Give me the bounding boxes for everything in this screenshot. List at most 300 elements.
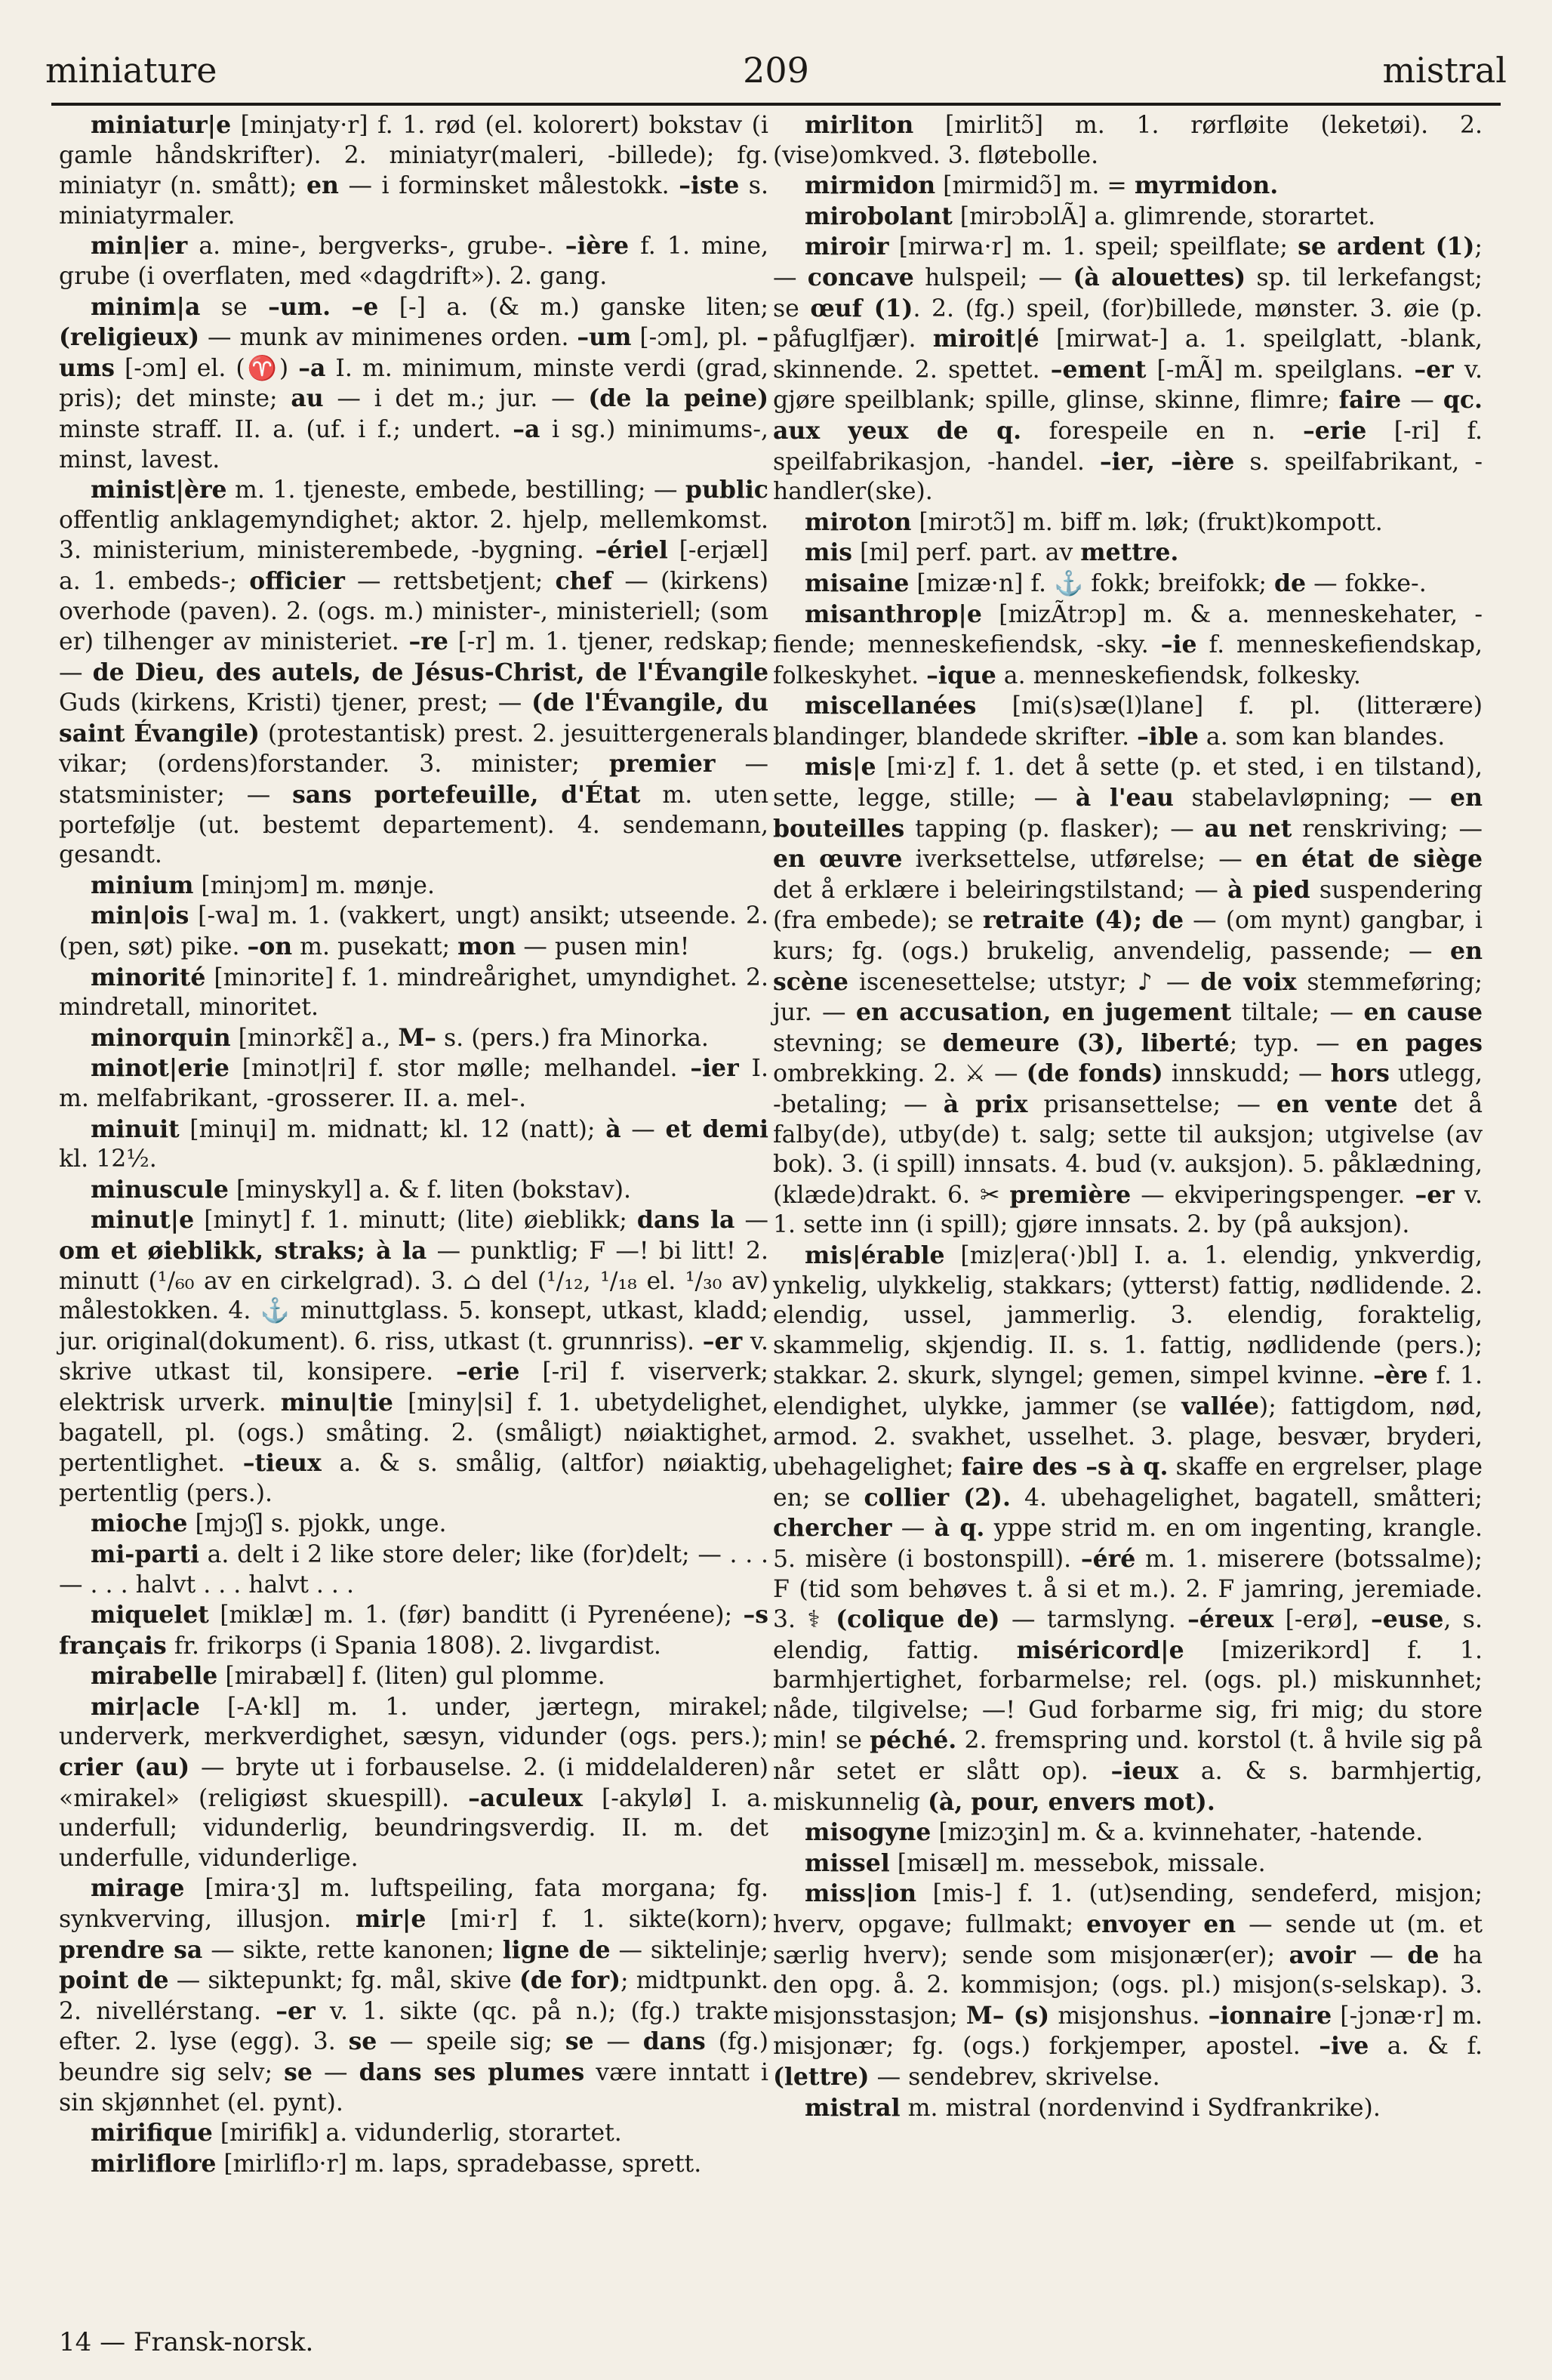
entry-bold-text: mi-parti <box>91 1540 199 1568</box>
entry-bold-text: (lettre) <box>773 2063 870 2091</box>
entry-bold-text: –re <box>408 627 448 656</box>
header-first-word: miniature <box>45 50 217 91</box>
entry-text: a. & f. <box>1369 2033 1483 2061</box>
entry-bold-text: se <box>565 2027 594 2056</box>
entry-bold-text: minim|a <box>91 292 201 321</box>
entry-text: [minɔrkɛ̃] a., <box>230 1024 399 1052</box>
entry-bold-text: om et øieblikk, straks; à la <box>59 1236 427 1265</box>
entry-text: I. m. minimum, minste verdi (grad, pris); det minste; <box>59 354 768 413</box>
dictionary-entry <box>59 1692 768 1874</box>
dictionary-entry <box>773 171 1483 202</box>
entry-bold-text: mirliton <box>805 111 914 139</box>
entry-text: [-] a. (& m.) ganske liten; <box>378 293 768 321</box>
entry-text: — <box>620 1115 666 1143</box>
dictionary-entry <box>773 691 1483 752</box>
entry-bold-text: de <box>1407 1941 1440 1969</box>
entry-text: , s. elendig, fattig. <box>773 1606 1483 1664</box>
entry-text: [mirabæl] f. (liten) gul plomme. <box>217 1663 605 1691</box>
entry-text: renskriving; — <box>1292 815 1483 843</box>
entry-bold-text: (de for) <box>519 1966 621 1995</box>
entry-bold-text: –ique <box>926 661 996 689</box>
entry-text: [minɔt|ri] f. stor mølle; melhandel. <box>229 1055 691 1083</box>
entry-text: — i forminsket målestokk. <box>338 172 679 200</box>
entry-text: iscenesettelse; utstyr; ♪ — <box>848 968 1201 996</box>
entry-text: [misæl] m. messebok, missale. <box>889 1849 1266 1877</box>
entry-bold-text: –ier <box>690 1054 739 1083</box>
dictionary-entry <box>59 963 768 1023</box>
header-last-word: mistral <box>1382 50 1507 91</box>
entry-text: a. delt i 2 like store deler; like (for)delt; — . . . — . . . halvt . . . halvt . . . <box>59 1540 768 1598</box>
entry-text: [mirlitɔ̃] m. 1. rørfløite (leketøi). 2. (vise)omkved. 3. fløtebolle. <box>773 112 1483 169</box>
dictionary-entry <box>59 1661 768 1692</box>
entry-bold-text: –e <box>351 292 379 321</box>
entry-text: suspendering (fra embede); se <box>773 876 1483 935</box>
entry-text: [mirifik] a. vidunderlig, storartet. <box>212 2119 622 2147</box>
entry-bold-text: dans ses plumes <box>359 2058 585 2086</box>
entry-bold-text: qc. aux yeux de q. <box>773 386 1483 445</box>
entry-bold-text: en <box>306 171 339 200</box>
entry-text: stemmeføring; jur. — <box>773 968 1483 1027</box>
entry-bold-text: péché. <box>870 1726 957 1755</box>
dictionary-entry <box>59 231 768 291</box>
entry-text: ombrekking. 2. ⚔ — <box>773 1060 1027 1088</box>
entry-bold-text: –éré <box>1080 1544 1136 1573</box>
entry-bold-text: –er <box>1414 355 1454 384</box>
entry-text: [mizɔʒin] m. & a. kvinnehater, -hatende. <box>931 1819 1424 1847</box>
entry-bold-text: miséricord|e <box>1016 1635 1184 1664</box>
entry-bold-text: à q. <box>934 1514 985 1543</box>
entry-bold-text: œuf (1) <box>810 294 913 322</box>
entry-text: m. uten portefølje (ut. bestemt departement). 4. sendemann, gesandt. <box>59 782 768 869</box>
entry-bold-text: de voix <box>1200 967 1297 996</box>
dictionary-entry <box>773 752 1483 1241</box>
entry-bold-text: (colique de) <box>836 1605 1000 1634</box>
dictionary-entry <box>773 507 1483 538</box>
dictionary-entry <box>59 292 768 476</box>
entry-bold-text: au net <box>1204 814 1292 843</box>
entry-text: . 2. (fg.) speil, (for)billede, mønster. 3. øie (p. påfuglfjær). <box>773 294 1483 353</box>
entry-text: — <box>891 1515 935 1543</box>
entry-text: — <box>734 1207 769 1235</box>
entry-bold-text: –erie <box>456 1358 520 1386</box>
dictionary-entry <box>59 1540 768 1600</box>
entry-bold-text: envoyer en <box>1086 1910 1236 1939</box>
entry-text: [miny|si] f. 1. ubetydelighet, bagatell, pl. (ogs.) småting. 2. (småligt) nøiaktighet, pertentlighet. <box>59 1389 768 1478</box>
entry-text: (protestantisk) prest. 2. jesuittergenerals vikar; (ordens)forstander. 3. minister; <box>59 720 769 778</box>
entry-bold-text: miroit|é <box>932 325 1039 353</box>
entry-text: [-erø], <box>1273 1606 1371 1634</box>
entry-bold-text: –um <box>577 323 632 352</box>
entry-text: [-A·kl] m. 1. under, jærtegn, mirakel; underverk, merkverdighet, sæsyn, vidunder (ogs. pers.); <box>59 1693 768 1751</box>
entry-text: [-ri] f. speilfabrikasjon, -handel. <box>773 417 1483 476</box>
entry-text: stevning; se <box>773 1029 943 1057</box>
entry-text: [mizÃtrɔp] m. & a. menneskehater, -fiende; menneskefiendsk, -sky. <box>773 600 1483 659</box>
dictionary-entry <box>773 2093 1483 2124</box>
entry-bold-text: (à alouettes) <box>1073 263 1246 291</box>
dictionary-entry <box>773 1848 1483 1879</box>
entry-text: v. 1. sette inn (i spill); gjøre innsats. 2. by (på auksjon). <box>773 1181 1483 1239</box>
entry-bold-text: minium <box>91 871 194 899</box>
dictionary-entry <box>59 1023 768 1054</box>
entry-bold-text: –er <box>702 1327 743 1355</box>
entry-bold-text: mis|érable <box>805 1241 945 1269</box>
entry-text: a. & s. smålig, (altfor) nøiaktig, pertentlig (pers.). <box>59 1450 768 1507</box>
entry-text: iverksettelse, utførelse; — <box>902 846 1255 874</box>
entry-bold-text: public <box>685 476 768 504</box>
entry-bold-text: misanthrop|e <box>805 600 982 628</box>
dictionary-entry <box>59 2118 768 2149</box>
entry-text: [minjɔm] m. mønje. <box>193 871 435 899</box>
entry-bold-text: –ieux <box>1110 1757 1179 1786</box>
entry-text: [minɔrite] f. 1. mindreårighet, umyndighet. 2. mindretall, minoritet. <box>59 963 768 1022</box>
entry-bold-text: –a <box>513 415 540 443</box>
entry-bold-text: minu|tie <box>280 1388 393 1417</box>
entry-text: — sende ut (m. et særlig hverv); sende som misjonær(er); <box>773 1911 1483 1969</box>
entry-bold-text: mirage <box>91 1874 185 1903</box>
page-number: 209 <box>743 50 809 91</box>
dictionary-entry <box>773 1879 1483 2092</box>
entry-text: [miklæ] m. 1. (før) banditt (i Pyrenéene); <box>208 1602 744 1629</box>
entry-text: (fg.) beundre sig selv; <box>59 2028 769 2086</box>
entry-bold-text: mis <box>805 538 853 567</box>
entry-bold-text: (religieux) <box>59 323 200 352</box>
entry-bold-text: dans la <box>636 1206 735 1235</box>
entry-text: — siktelinje; <box>610 1936 768 1964</box>
entry-text: — pusen min! <box>516 933 690 961</box>
entry-text: — ekviperingspenger. <box>1131 1181 1415 1209</box>
entry-text: [-mÃ] m. speilglans. <box>1146 356 1415 384</box>
entry-text: a. menneskefiendsk, folkesky. <box>996 661 1361 689</box>
entry-text: 2. fremspring und. korstol (t. å hvile sig på når setet er slått op). <box>773 1727 1483 1786</box>
entry-text: — (om mynt) gangbar, i kurs; fg. (ogs.) brukelig, anvendelig, passende; — <box>773 907 1483 966</box>
entry-text: tapping (p. flasker); — <box>904 815 1205 843</box>
entry-text: hulspeil; — <box>913 264 1073 291</box>
entry-bold-text: (de l'Évangile, du saint Évangile) <box>59 689 768 748</box>
entry-bold-text: faire des –s à q. <box>961 1453 1169 1481</box>
entry-text: [mi·r] f. 1. sikte(korn); <box>426 1906 769 1934</box>
dictionary-entry <box>59 1114 768 1175</box>
entry-text: prisansettelse; — <box>1027 1091 1276 1118</box>
entry-text: tiltale; — <box>1231 999 1364 1027</box>
entry-bold-text: myrmidon. <box>1134 171 1279 200</box>
entry-bold-text: (de la peine) <box>588 384 768 413</box>
entry-bold-text: minot|erie <box>91 1054 229 1083</box>
entry-text: offentlig anklagemyndighet; aktor. 2. hjelp, mellemkomst. 3. ministerium, ministerembede, -bygning. <box>59 506 768 565</box>
entry-text: i sg.) minimums-, minst, lavest. <box>59 415 768 473</box>
entry-bold-text: minuit <box>91 1114 180 1143</box>
entry-text: — tarmslyng. <box>999 1606 1188 1634</box>
entry-bold-text: sans portefeuille, d'État <box>292 781 641 809</box>
entry-bold-text: en œuvre <box>773 845 903 874</box>
dictionary-entry <box>59 1053 768 1114</box>
entry-text: kl. 12½. <box>59 1145 157 1173</box>
signature-footer: 14 — Fransk-norsk. <box>59 2327 314 2357</box>
entry-text: m. mistral (nordenvind i Sydfrankrike). <box>900 2094 1381 2122</box>
entry-text: forespeile en n. <box>1021 417 1303 445</box>
entry-text: [mirɔbɔlÃ] a. glimrende, storartet. <box>952 202 1376 230</box>
entry-bold-text: en pages <box>1356 1028 1483 1057</box>
entry-bold-text: (de fonds) <box>1026 1059 1163 1088</box>
entry-text: a. & s. barmhjertig, miskunnelig <box>773 1758 1483 1816</box>
entry-bold-text: –ériel <box>595 536 668 565</box>
entry-bold-text: et demi <box>665 1114 768 1143</box>
entry-text: ; midtpunkt. 2. nivellérstang. <box>59 1967 769 2025</box>
dictionary-entry <box>59 2149 768 2180</box>
entry-text: [-akylø] I. a. underfull; vidunderlig, beundringsverdig. II. m. det underfulle, vidunderlige. <box>59 1784 768 1872</box>
entry-bold-text: –ionnaire <box>1208 2001 1332 2030</box>
entry-bold-text: mis|e <box>805 753 876 782</box>
entry-text: [mizæ·n] f. ⚓ fokk; breifokk; <box>909 569 1274 597</box>
entry-bold-text: miniatur|e <box>91 111 232 139</box>
entry-bold-text: en accusation, en jugement <box>855 998 1232 1027</box>
entry-text: [mi(s)sæ(l)lane] f. pl. (litterære) blandinger, blandede skrifter. <box>773 692 1483 751</box>
entry-text: s. (pers.) fra Minorka. <box>436 1024 709 1052</box>
entry-text: m. pusekatt; <box>292 933 458 961</box>
entry-text: — <box>1401 387 1443 415</box>
entry-text: [mira·ʒ] m. luftspeiling, fata morgana; fg. synkverving, illusjon. <box>59 1875 768 1934</box>
dictionary-entry <box>773 600 1483 692</box>
entry-text: — speile sig; <box>377 2028 565 2056</box>
entry-bold-text: mirmidon <box>805 171 936 200</box>
entry-text: — bryte ut i forbauselse. 2. (i middelalderen) «mirakel» (religiøst skuespill). <box>59 1754 768 1812</box>
entry-bold-text: hors <box>1330 1059 1390 1088</box>
entry-text: ha den opg. å. 2. kommisjon; (ogs. pl.) misjon(s-selskap). 3. misjonsstasjon; <box>773 1941 1483 2030</box>
entry-text: [-r] m. 1. tjener, redskap; — <box>59 628 768 686</box>
entry-bold-text: ligne de <box>502 1935 611 1964</box>
entry-bold-text: en vente <box>1276 1090 1398 1118</box>
entry-bold-text: minut|e <box>91 1206 195 1235</box>
entry-bold-text: minorité <box>91 963 206 991</box>
entry-bold-text: miroton <box>805 507 912 536</box>
entry-text: ; typ. — <box>1229 1029 1356 1057</box>
entry-text: — sikte, rette kanonen; <box>202 1936 503 1964</box>
entry-text: [mirɔtɔ̃] m. biff m. løk; (frukt)kompott. <box>911 508 1383 536</box>
entry-text: utlegg, -betaling; — <box>773 1060 1483 1118</box>
entry-bold-text: –ible <box>1137 722 1199 751</box>
entry-bold-text: –ement <box>1050 355 1147 384</box>
entry-bold-text: –er <box>276 1996 316 2025</box>
entry-bold-text: crier (au) <box>59 1753 190 1782</box>
entry-text: [-ɔm], pl. <box>631 324 757 352</box>
entry-text: 4. ubehagelighet, bagatell, småtteri; <box>1010 1484 1483 1512</box>
entry-bold-text: concave <box>807 263 914 291</box>
entry-text: stabelavløpning; — <box>1173 785 1451 812</box>
entry-bold-text: (à, pour, envers mot). <box>928 1787 1215 1816</box>
entry-bold-text: min|ois <box>91 902 189 930</box>
entry-text: — sendebrev, skrivelse. <box>869 2064 1160 2091</box>
entry-bold-text: se <box>348 2027 377 2056</box>
entry-text: misjonshus. <box>1049 2002 1209 2030</box>
entry-text: [-wa] m. 1. (vakkert, ungt) ansikt; utseende. 2. (pen, søt) pike. <box>59 902 768 961</box>
dictionary-entry <box>773 538 1483 569</box>
entry-bold-text: –tieux <box>242 1449 322 1478</box>
entry-text: se <box>200 293 269 321</box>
entry-text <box>331 294 351 321</box>
entry-bold-text: –ie <box>1160 630 1197 659</box>
entry-text: ); fattigdom, nød, armod. 2. svakhet, usselhet. 3. plage, besvær, bryderi, ubehagelighet; <box>773 1392 1483 1481</box>
entry-text: v. 1. sikte (qc. på n.); (fg.) trakte efter. 2. lyse (egg). 3. <box>59 1997 768 2056</box>
header-rule <box>51 103 1501 106</box>
entry-bold-text: miroir <box>805 233 889 261</box>
entry-bold-text: –euse <box>1370 1605 1444 1634</box>
entry-bold-text: –erie <box>1302 416 1367 445</box>
entry-text: [mirwat-] a. 1. speilglatt, -blank, skinnende. 2. spettet. <box>773 325 1483 384</box>
entry-text: a. som kan blandes. <box>1198 723 1446 751</box>
entry-bold-text: à <box>605 1114 621 1143</box>
running-header <box>45 44 1507 97</box>
entry-bold-text: point de <box>59 1966 169 1995</box>
entry-bold-text: –on <box>247 933 293 961</box>
entry-bold-text: –ive <box>1319 2032 1369 2061</box>
dictionary-entry <box>59 110 768 231</box>
entry-text: [mirmidɔ̃] m. = <box>935 172 1135 200</box>
entry-bold-text: min|ier <box>91 232 188 261</box>
entry-text: f. 1. elendighet, ulykke, jammer (se <box>773 1362 1483 1420</box>
entry-text: [-ɔm] el. (♈) <box>114 354 299 382</box>
entry-text: [minyt] f. 1. minutt; (lite) øieblikk; <box>194 1207 637 1235</box>
entry-text: innskudd; — <box>1162 1060 1331 1088</box>
entry-bold-text: mir|e <box>355 1905 426 1934</box>
entry-bold-text: au <box>291 384 324 413</box>
entry-bold-text: à pied <box>1227 875 1310 904</box>
entry-bold-text: mettre. <box>1080 538 1179 567</box>
entry-text: — rettsbetjent; <box>344 567 556 595</box>
entry-text: fr. frikorps (i Spania 1808). 2. livgardist. <box>166 1632 661 1660</box>
entry-text: — statsminister; — <box>59 751 768 809</box>
entry-text: [mirliflɔ·r] m. laps, spradebasse, sprett. <box>216 2150 702 2178</box>
entry-bold-text: en cause <box>1363 998 1483 1027</box>
entry-bold-text: de Dieu, des autels, de Jésus-Christ, de l'Évangile <box>92 658 768 686</box>
entry-bold-text: –iste <box>679 171 740 200</box>
entry-bold-text: mistral <box>805 2093 901 2122</box>
dictionary-entry <box>59 1600 768 1661</box>
entry-text: [mi] perf. part. av <box>852 539 1081 567</box>
entry-bold-text: miquelet <box>91 1601 209 1629</box>
entry-bold-text: chef <box>555 566 613 595</box>
entry-bold-text: minuscule <box>91 1175 229 1204</box>
entry-text: [minjaty·r] f. 1. rød (el. kolorert) bokstav (i gamle håndskrifter). 2. miniatyr(maleri, -billede); fg. miniatyr (n. smått); <box>59 112 768 200</box>
entry-bold-text: demeure (3), liberté <box>942 1028 1230 1057</box>
dictionary-entry <box>773 232 1483 507</box>
entry-bold-text: minorquin <box>91 1023 231 1052</box>
entry-bold-text: en bouteilles <box>773 784 1483 843</box>
entry-bold-text: dans <box>642 2027 706 2056</box>
entry-text: [-ri] f. viserverk; elektrisk urverk. <box>59 1358 769 1417</box>
right-column <box>773 110 1483 2123</box>
entry-bold-text: –aculeux <box>468 1783 584 1812</box>
dictionary-entry <box>59 1205 768 1509</box>
entry-text: — i det m.; jur. — <box>323 385 589 413</box>
entry-text: — <box>312 2059 359 2086</box>
entry-text: skaffe en ergrelser, plage en; se <box>773 1454 1483 1512</box>
entry-bold-text: –um. <box>268 292 331 321</box>
entry-text: I. m. melfabrikant, -grosserer. II. a. mel-. <box>59 1055 768 1112</box>
entry-bold-text: prendre sa <box>59 1935 203 1964</box>
entry-text: sp. til lerkefangst; se <box>773 264 1483 322</box>
entry-text: — fokke-. <box>1306 569 1427 597</box>
entry-bold-text: mirliflore <box>91 2149 217 2178</box>
entry-text: det å falby(de), utby(de) t. salg; sette til auksjon; utgivelse (av bok). 3. (i spill) innsats. 4. bud (v. auksjon). 5. påklædning, (klæde)drakt. 6. ✂ <box>773 1091 1483 1209</box>
entry-bold-text: mir|acle <box>91 1692 200 1721</box>
entry-bold-text: –ère <box>1373 1361 1428 1390</box>
dictionary-entry <box>59 871 768 902</box>
entry-text: — munk av minimenes orden. <box>199 324 577 352</box>
entry-bold-text: M– (s) <box>965 2001 1050 2030</box>
dictionary-entry <box>59 901 768 962</box>
entry-bold-text: –er <box>1415 1180 1455 1209</box>
entry-bold-text: chercher <box>773 1514 892 1543</box>
entry-bold-text: –ier, –ière <box>1099 447 1235 476</box>
entry-text: Guds (kirkens, Kristi) tjener, prest; — <box>59 689 532 717</box>
entry-text: [mjɔʃ] s. pjokk, unge. <box>187 1510 447 1538</box>
entry-bold-text: à l'eau <box>1075 784 1174 812</box>
entry-bold-text: vallée <box>1181 1392 1259 1420</box>
dictionary-entry <box>773 110 1483 171</box>
entry-text: — (kirkens) overhode (paven). 2. (ogs. m.) minister-, ministeriell; (som er) tilhenger av ministeriet. <box>59 567 768 656</box>
entry-text: [-jɔnæ·r] m. misjonær; fg. (ogs.) forkjemper, apostel. <box>773 2002 1483 2061</box>
entry-bold-text: –ière <box>565 232 630 261</box>
entry-bold-text: officier <box>249 566 345 595</box>
entry-text: [minɥi] m. midnatt; kl. 12 (natt); <box>179 1115 606 1143</box>
dictionary-entry <box>59 1873 768 2118</box>
entry-text: v. gjøre speilblank; spille, glinse, skinne, flimre; <box>773 356 1483 415</box>
dictionary-entry <box>59 475 768 871</box>
entry-text: v. skrive utkast til, konsipere. <box>59 1327 768 1386</box>
entry-text: s. miniatyrmaler. <box>59 172 768 230</box>
entry-text: [-erjæl] a. 1. embeds-; <box>59 537 768 595</box>
entry-bold-text: –s français <box>59 1601 768 1660</box>
entry-text: — <box>1355 1941 1408 1969</box>
entry-bold-text: mioche <box>91 1509 188 1538</box>
entry-text: minste straff. II. a. (uf. i f.; undert. <box>59 415 513 443</box>
entry-text: s. speilfabrikant, -handler(ske). <box>773 448 1483 506</box>
dictionary-entry <box>773 1241 1483 1817</box>
entry-bold-text: M– <box>398 1023 436 1052</box>
entry-bold-text: en scène <box>773 937 1483 996</box>
entry-text: være inntatt i sin skjønnhet (el. pynt). <box>59 2059 769 2116</box>
entry-bold-text: –a <box>298 353 326 382</box>
entry-bold-text: faire <box>1338 386 1402 415</box>
entry-text: [mis-] f. 1. (ut)sending, sendeferd, misjon; hverv, opgave; fullmakt; <box>773 1880 1483 1939</box>
entry-bold-text: misaine <box>805 569 910 597</box>
entry-bold-text: avoir <box>1289 1941 1356 1969</box>
entry-bold-text: miss|ion <box>805 1879 917 1908</box>
entry-bold-text: –ums <box>59 323 768 382</box>
entry-text: det å erklære i beleiringstilstand; — <box>773 876 1228 904</box>
dictionary-entry <box>59 1509 768 1540</box>
entry-bold-text: collier (2). <box>864 1483 1011 1512</box>
entry-text: ; — <box>773 233 1483 291</box>
entry-bold-text: missel <box>805 1848 890 1877</box>
entry-bold-text: mirifique <box>91 2119 213 2147</box>
entry-bold-text: retraite (4); de <box>982 906 1184 935</box>
dictionary-entry <box>773 1817 1483 1848</box>
entry-bold-text: mirabelle <box>91 1662 218 1691</box>
entry-text: f. menneskefiendskap, folkeskyhet. <box>773 631 1483 689</box>
left-column <box>59 110 768 2179</box>
entry-text: [miz|era(·)bl] I. a. 1. elendig, ynkverdig, ynkelig, ulykkelig, stakkars; (ytterst) fattig, nødlidende. 2. elendig, ussel, jammerlig. 3. elendig, foraktelig, skammelig, skjendig. II. s. 1. fattig, nødlidende (pers.); stakkar. 2. skurk, slyngel; gemen, simpel kvinne. <box>773 1241 1483 1390</box>
entry-bold-text: de <box>1274 569 1307 597</box>
entry-bold-text: miscellanées <box>805 692 977 720</box>
entry-bold-text: –éreux <box>1187 1605 1274 1634</box>
dictionary-entry <box>773 569 1483 600</box>
entry-text: — siktepunkt; fg. mål, skive <box>168 1967 519 1995</box>
dictionary-entry <box>773 202 1483 233</box>
entry-text: m. 1. tjeneste, embede, bestilling; — <box>226 476 685 504</box>
entry-bold-text: première <box>1009 1180 1132 1209</box>
dictionary-entry <box>59 1175 768 1206</box>
entry-bold-text: en état de siège <box>1255 845 1483 874</box>
